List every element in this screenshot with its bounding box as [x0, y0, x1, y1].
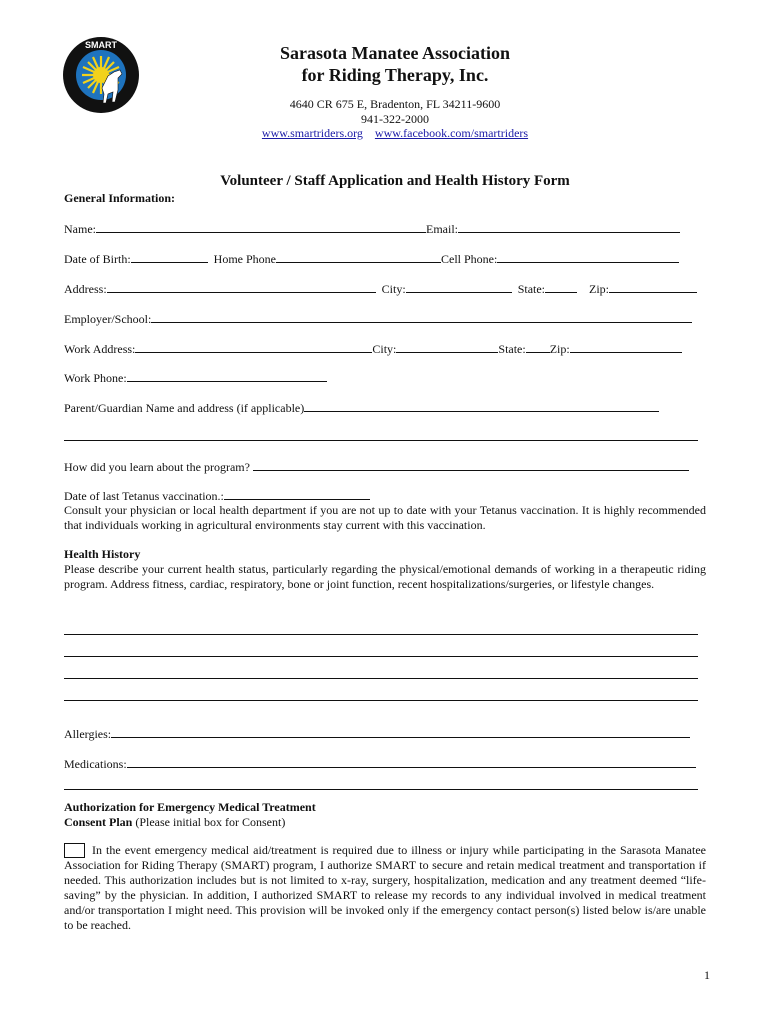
guardian-row — [64, 400, 659, 416]
medications-field[interactable] — [127, 756, 696, 768]
work-zip-label: Zip: — [549, 342, 570, 356]
name-field[interactable] — [96, 221, 426, 233]
dob-field[interactable] — [131, 251, 208, 263]
work-state-field[interactable] — [526, 341, 550, 353]
work-phone-row — [64, 370, 327, 386]
address-label: Address: — [64, 282, 107, 296]
tetanus-field[interactable] — [224, 488, 370, 500]
dob-phone-row — [64, 251, 679, 267]
work-address-row — [64, 341, 682, 357]
work-address-label: Work Address: — [64, 342, 136, 356]
health-history-heading: Health History — [64, 547, 141, 561]
health-line-4[interactable] — [64, 700, 698, 701]
address-field[interactable] — [107, 281, 376, 293]
learn-label: How did you learn about the program? — [64, 460, 250, 474]
svg-text:SMART: SMART — [85, 40, 117, 50]
name-label: Name: — [64, 222, 96, 236]
guardian-label: Parent/Guardian Name and address (if applicable) — [64, 401, 305, 415]
guardian-field[interactable] — [304, 400, 659, 412]
guardian-field-line2[interactable] — [64, 440, 698, 441]
allergies-field[interactable] — [111, 726, 690, 738]
org-links — [200, 126, 590, 141]
work-phone-label: Work Phone: — [64, 371, 127, 385]
consent-plan-line — [64, 815, 285, 830]
state-field[interactable] — [545, 281, 577, 293]
consent-plan-instruction: (Please initial box for Consent) — [132, 815, 286, 829]
facebook-link[interactable]: www.facebook.com/smartriders — [374, 126, 529, 140]
health-line-3[interactable] — [64, 678, 698, 679]
work-phone-field[interactable] — [127, 370, 327, 382]
tetanus-row — [64, 488, 370, 504]
work-city-label: City: — [372, 342, 397, 356]
zip-label: Zip: — [589, 282, 610, 296]
employer-label: Employer/School: — [64, 312, 152, 326]
employer-row — [64, 311, 692, 327]
state-label: State: — [517, 282, 546, 296]
learn-field[interactable] — [253, 459, 689, 471]
work-address-field[interactable] — [135, 341, 372, 353]
medications-row — [64, 756, 696, 772]
org-address: 4640 CR 675 E, Bradenton, FL 34211-9600 — [289, 97, 501, 111]
website-link[interactable]: www.smartriders.org — [261, 126, 363, 140]
name-email-row — [64, 221, 680, 237]
work-zip-field[interactable] — [570, 341, 682, 353]
general-info-heading: General Information: — [64, 191, 175, 205]
email-label: Email: — [426, 222, 458, 236]
work-city-field[interactable] — [396, 341, 498, 353]
authorization-heading: Authorization for Emergency Medical Treatment — [64, 800, 316, 814]
cell-phone-field[interactable] — [497, 251, 679, 263]
email-field[interactable] — [458, 221, 680, 233]
cell-phone-label: Cell Phone: — [440, 252, 498, 266]
tetanus-label: Date of last Tetanus vaccination.: — [64, 489, 224, 503]
health-history-description: Please describe your current health status, particularly regarding the physical/emotional demands of working in a therapeutic riding program. Address fitness, cardiac, respiratory, bone or joint function, recent hospitalizations/surgeries, or lifestyle changes. — [64, 562, 706, 591]
org-phone: 941-322-2000 — [361, 112, 429, 126]
consent-plan-label: Consent Plan — [64, 815, 133, 829]
allergies-row — [64, 726, 690, 742]
medications-label: Medications: — [64, 757, 127, 771]
zip-field[interactable] — [609, 281, 697, 293]
home-phone-label: Home Phone — [213, 252, 276, 266]
form-title: Volunteer / Staff Application and Health History Form — [220, 173, 570, 189]
smart-logo — [62, 36, 140, 114]
home-phone-field[interactable] — [276, 251, 441, 263]
consent-paragraph: In the event emergency medical aid/treatment is required due to illness or injury while participating in the Sarasota Manatee Association for Riding Therapy (SMART) program, I authorize SMART to secure and retain medical treatment and transportation if needed. This authorization includes but is not limited to x-ray, surgery, hospitalization, medication and any treatment deemed “life-saving” by the physician. In addition, I authorized SMART to release my records to any individual involved in medical treatment and/or transportation I might need. This provision will be invoked only if the emergency contact person(s) listed below is/are unable to be reached. — [64, 843, 706, 932]
address-row — [64, 281, 697, 297]
allergies-label: Allergies: — [64, 727, 112, 741]
health-line-2[interactable] — [64, 656, 698, 657]
employer-field[interactable] — [151, 311, 692, 323]
org-name-line1: Sarasota Manatee Association — [280, 43, 510, 63]
health-line-1[interactable] — [64, 634, 698, 635]
learn-row — [64, 459, 689, 475]
tetanus-note: Consult your physician or local health department if you are not up to date with your Tetanus vaccination. It is highly recommended that individuals working in agricultural environments stay current with this vaccination. — [64, 503, 706, 532]
city-field[interactable] — [406, 281, 512, 293]
dob-label: Date of Birth: — [64, 252, 131, 266]
city-label: City: — [381, 282, 406, 296]
page-number: 1 — [704, 968, 710, 982]
work-state-label: State: — [498, 342, 526, 356]
org-name-line2: for Riding Therapy, Inc. — [301, 65, 489, 85]
medications-line-2[interactable] — [64, 789, 698, 790]
